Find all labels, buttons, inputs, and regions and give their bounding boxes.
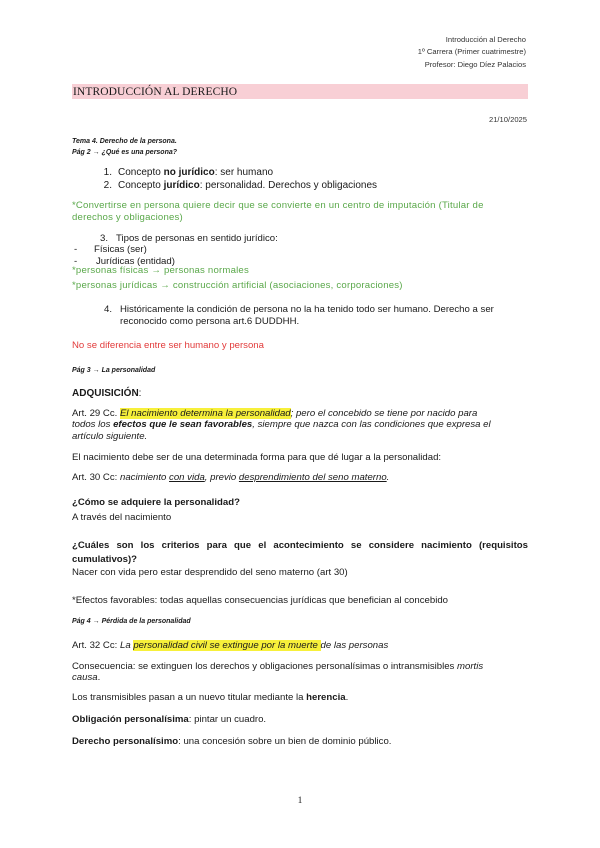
question-criteria: ¿Cuáles son los criterios para que el acontecimiento se considere nacimiento (requisitos cumulativos)?	[72, 540, 528, 565]
section-page-2: Pág 2 → ¿Qué es una persona?	[72, 149, 178, 156]
document-header	[418, 34, 526, 71]
history-item: 4. Históricamente la condición de persona no la ha tenido todo ser humano. Derecho a ser reconocido como persona art.6 DUDDHH.	[103, 304, 494, 327]
note-physical-persons: *personas físicas → personas normales	[72, 265, 249, 276]
note-legal-persons: *personas jurídicas → construcción artificial (asociaciones, corporaciones)	[72, 280, 403, 291]
consequence-text: Consecuencia: se extinguen los derechos y obligaciones personalísimas o intransmisibles mortis causa.	[72, 661, 484, 684]
list-item: 1. Concepto no jurídico: ser humano	[103, 167, 274, 178]
article-29: Art. 29 Cc. El nacimiento determina la personalidad; pero el concebido se tiene por nacido para todos los efectos que le sean favorables, siempre que nazca con las condiciones que expresa el artículo siguiente.	[72, 408, 491, 442]
acquisition-heading: ADQUISICIÓN:	[72, 388, 142, 399]
article-32: Art. 32 Cc: La personalidad civil se extingue por la muerte de las personas	[72, 640, 389, 651]
note-favorable-effects: *Efectos favorables: todas aquellas consecuencias jurídicas que benefician al concebido	[72, 595, 448, 606]
transmissible-text: Los transmisibles pasan a un nuevo titular mediante la herencia.	[72, 692, 349, 703]
page-number: 1	[297, 796, 303, 806]
personal-right: Derecho personalísimo: una concesión sobre un bien de dominio público.	[72, 736, 392, 747]
list-subitem: - Físicas (ser)	[74, 244, 147, 256]
birth-form-text: El nacimiento debe ser de una determinada forma para que dé lugar a la personalidad:	[72, 452, 442, 463]
header-course: Introducción al Derecho	[445, 35, 526, 44]
document-date: 21/10/2025	[488, 115, 527, 124]
note-human-person: No se diferencia entre ser humano y persona	[72, 340, 264, 351]
note-imputation: *Convertirse en persona quiere decir que se convierte en un centro de imputación (Titular de derechos y obligaciones)	[72, 200, 484, 224]
page-title: INTRODUCCIÓN AL DERECHO	[73, 86, 238, 98]
topic-title: Tema 4. Derecho de la persona.	[72, 138, 177, 145]
section-page-4: Pág 4 → Pérdida de la personalidad	[72, 618, 191, 625]
list-subitem: - Jurídicas (entidad)	[74, 255, 175, 267]
personal-obligation: Obligación personalísima: pintar un cuadro.	[72, 714, 267, 725]
section-page-3: Pág 3 → La personalidad	[72, 367, 156, 374]
list-item: 3. Tipos de personas en sentido jurídico:	[99, 233, 278, 244]
header-year: 1º Carrera (Primer cuatrimestre)	[417, 47, 526, 57]
list-item: 2. Concepto jurídico: personalidad. Derechos y obligaciones	[103, 179, 378, 191]
article-30: Art. 30 Cc: nacimiento con vida, previo desprendimiento del seno materno.	[72, 472, 390, 483]
question-acquire: ¿Cómo se adquiere la personalidad?	[72, 497, 240, 508]
header-professor: Profesor: Diego Díez Palacios	[424, 59, 526, 69]
topic-heading	[72, 136, 177, 158]
answer-criteria: Nacer con vida pero estar desprendido del seno materno (art 30)	[72, 567, 348, 578]
person-types-list	[74, 233, 278, 267]
answer-acquire: A través del nacimiento	[72, 512, 172, 523]
concept-list	[96, 167, 377, 192]
